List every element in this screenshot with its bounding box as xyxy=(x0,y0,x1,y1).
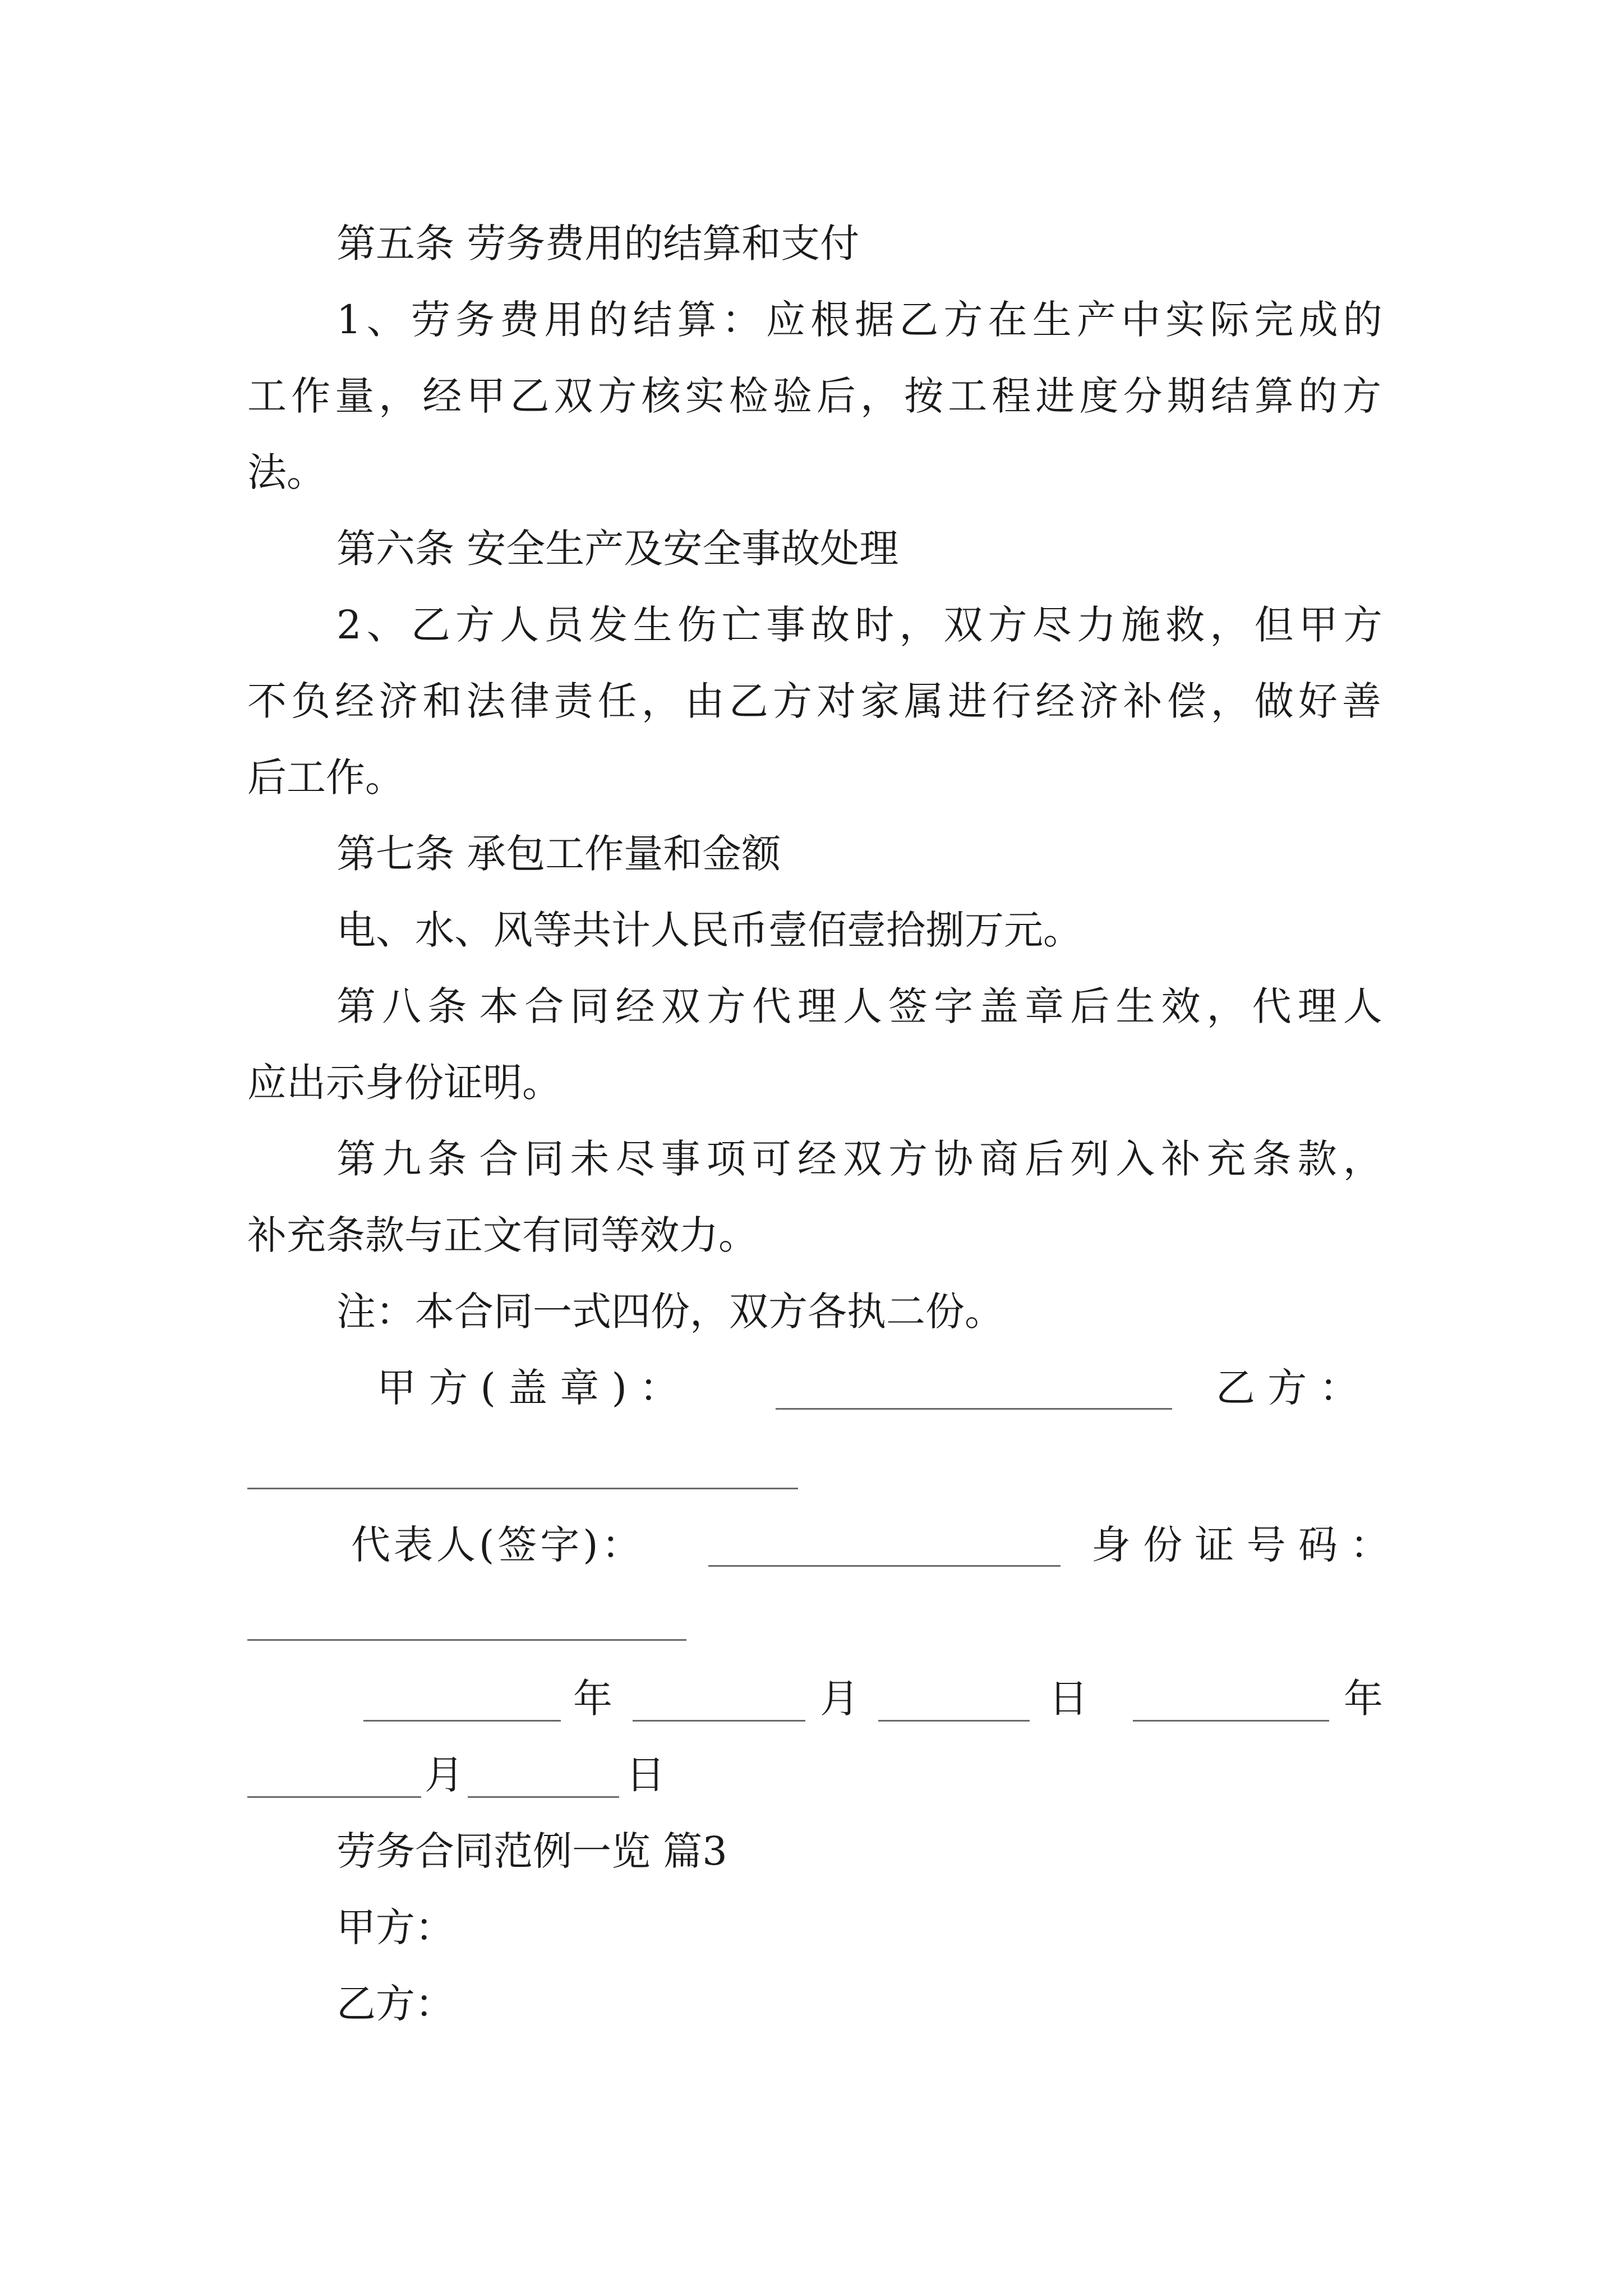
article-7-amount: 电、水、风等共计人民币壹佰壹拾捌万元。 xyxy=(336,907,1082,953)
representative-line xyxy=(0,1517,1623,1573)
article-6-paragraph-line-3: 后工作。 xyxy=(247,754,404,800)
month-label-a: 月 xyxy=(820,1676,859,1722)
article-6-heading: 第六条 安全生产及安全事故处理 xyxy=(336,526,899,572)
article-8-line-2: 应出示身份证明。 xyxy=(247,1060,561,1106)
article-9-line-2: 补充条款与正文有同等效力。 xyxy=(247,1212,758,1258)
day-blank-a xyxy=(878,1720,1030,1722)
article-8-line-1: 第 八 条 本 合 同 经 双 方 代 理 人 签 字 盖 章 后 生 效 ， 代 理 人 xyxy=(336,983,1382,1029)
id-number-label: 身 份 证 号 码 ： xyxy=(1091,1522,1390,1568)
section-3-party-b: 乙方： xyxy=(336,1981,454,2027)
month-label-b: 月 xyxy=(425,1752,464,1798)
article-5-heading: 第五条 劳务费用的结算和支付 xyxy=(336,220,860,266)
day-label-a: 日 xyxy=(1049,1676,1088,1722)
year-label-a: 年 xyxy=(573,1676,612,1722)
year-blank-a xyxy=(363,1720,561,1722)
party-a-seal-blank xyxy=(776,1408,1172,1410)
article-6-paragraph-line-2: 不 负 经 济 和 法 律 责 任 ， 由 乙 方 对 家 属 进 行 经 济 补 偿 ， 做 好 善 xyxy=(247,678,1381,724)
section-3-heading: 劳务合同范例一览 篇3 xyxy=(336,1828,727,1874)
year-label-b: 年 xyxy=(1344,1676,1383,1722)
id-number-blank xyxy=(247,1639,686,1641)
date-line-2 xyxy=(0,1747,1623,1803)
article-5-paragraph-line-2: 工 作 量 ， 经 甲 乙 双 方 核 实 检 验 后 ， 按 工 程 进 度 分 期 结 算 的 方 xyxy=(247,373,1381,419)
day-blank-b xyxy=(468,1796,619,1798)
party-b-label: 乙 方 ： xyxy=(1216,1365,1359,1411)
representative-blank xyxy=(708,1565,1061,1567)
party-b-blank xyxy=(247,1488,798,1489)
year-blank-b xyxy=(1133,1720,1329,1722)
party-signature-line xyxy=(0,1360,1623,1416)
article-5-paragraph-line-1: 1 、 劳 务 费 用 的 结 算 ： 应 根 据 乙 方 在 生 产 中 实 际 完 成 的 xyxy=(336,297,1382,343)
party-a-seal-label: 甲 方 ( 盖 章 ) ： xyxy=(377,1365,679,1411)
article-7-heading: 第七条 承包工作量和金额 xyxy=(336,831,781,877)
article-6-paragraph-line-1: 2 、 乙 方 人 员 发 生 伤 亡 事 故 时 ， 双 方 尽 力 施 救 ， 但 甲 方 xyxy=(336,602,1382,648)
article-5-paragraph-line-3: 法。 xyxy=(247,449,326,495)
article-9-line-1: 第 九 条 合 同 未 尽 事 项 可 经 双 方 协 商 后 列 入 补 充 条 款 ， xyxy=(336,1136,1382,1182)
date-line-1 xyxy=(0,1671,1623,1727)
section-3-party-a: 甲方： xyxy=(336,1904,454,1950)
representative-label: 代表人(签字)： xyxy=(351,1522,644,1568)
month-blank-b xyxy=(247,1796,421,1798)
month-blank-a xyxy=(633,1720,805,1722)
contract-note: 注：本合同一式四份，双方各执二份。 xyxy=(336,1289,1004,1335)
day-label-b: 日 xyxy=(626,1752,665,1798)
